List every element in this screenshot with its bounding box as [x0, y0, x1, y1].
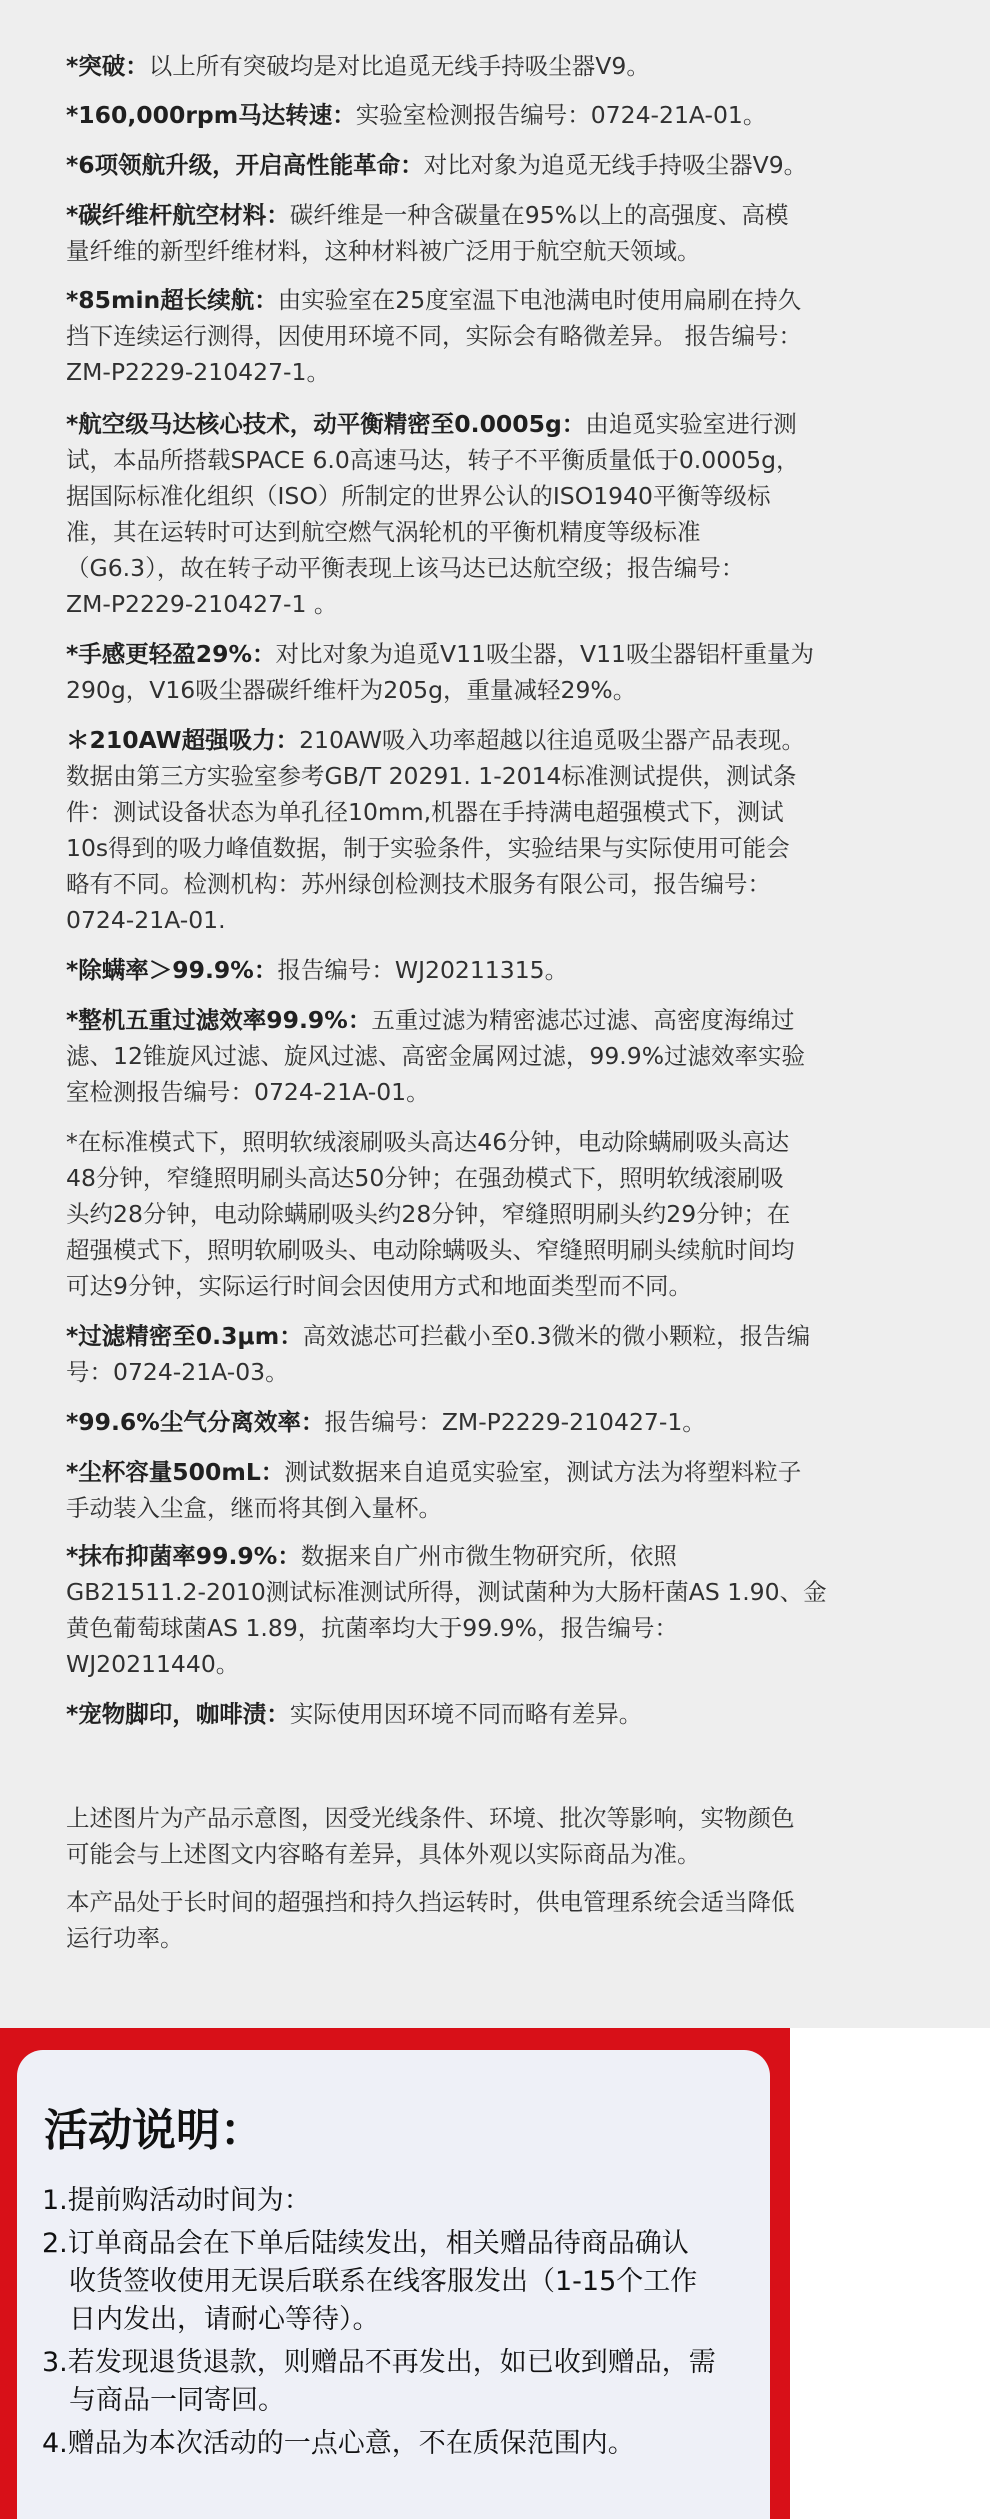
note-line: 室检测报告编号：0724-21A-01。 — [66, 1078, 430, 1106]
disclaimer-line: 运行功率。 — [66, 1924, 184, 1952]
note-text: 碳纤维是一种含碳量在95%以上的高强度、高模 — [289, 201, 789, 229]
note-line — [66, 1454, 926, 1490]
promo-line: 与商品一同寄回。 — [69, 2385, 285, 2416]
note-line: WJ20211440。 — [66, 1650, 240, 1678]
note-line — [66, 1404, 926, 1440]
footnote-dust-separation — [66, 1404, 926, 1440]
note-text: 报告编号：ZM-P2229-210427-1。 — [324, 1408, 706, 1436]
footnote-filter-precision — [66, 1318, 926, 1390]
note-line: 48分钟，窄缝照明刷头高达50分钟；在强劲模式下，照明软绒滚刷吸 — [66, 1164, 784, 1192]
disclaimer-line: 可能会与上述图文内容略有差异，具体外观以实际商品为准。 — [66, 1840, 701, 1868]
note-text: 以上所有突破均是对比追觅无线手持吸尘器V9。 — [148, 52, 650, 80]
note-line: 准，其在运转时可达到航空燃气涡轮机的平衡机精度等级标准 — [66, 518, 701, 546]
note-label: *6项领航升级，开启高性能革命： — [66, 151, 424, 179]
note-line: 量纤维的新型纤维材料，这种材料被广泛用于航空航天领域。 — [66, 237, 701, 265]
promo-item-2 — [42, 2225, 762, 2339]
note-line: （G6.3），故在转子动平衡表现上该马达已达航空级；报告编号： — [66, 554, 745, 582]
promo-item-1 — [42, 2182, 762, 2220]
disclaimer-line: 上述图片为产品示意图，因受光线条件、环境、批次等影响，实物颜色 — [66, 1804, 795, 1832]
note-text: 对比对象为追觅V11吸尘器，V11吸尘器铝杆重量为 — [275, 640, 815, 668]
footnote-breakthrough — [66, 48, 926, 84]
note-text: 对比对象为追觅无线手持吸尘器V9。 — [423, 151, 808, 179]
note-label: *整机五重过滤效率99.9%： — [66, 1006, 372, 1034]
note-line: 手动装入尘盒，继而将其倒入量杯。 — [66, 1494, 442, 1522]
note-text: 由追觅实验室进行测 — [585, 410, 797, 438]
note-text: 数据来自广州市微生物研究所，依照 — [300, 1542, 677, 1570]
note-text: 测试数据来自追觅实验室，测试方法为将塑料粒子 — [284, 1458, 802, 1486]
note-text: 报告编号：WJ20211315。 — [277, 956, 569, 984]
note-label: *手感更轻盈29%： — [66, 640, 276, 668]
footnote-antibacterial — [66, 1538, 926, 1682]
note-text: 实验室检测报告编号：0724-21A-01。 — [355, 101, 767, 129]
note-label: *突破： — [66, 52, 149, 80]
promo-red-banner — [0, 2028, 790, 2519]
note-line — [66, 1538, 926, 1574]
note-label: ＊210AW超强吸力： — [66, 726, 300, 754]
footnote-filtration — [66, 1002, 926, 1110]
promo-line: 1.提前购活动时间为： — [42, 2185, 311, 2216]
promo-title: 活动说明： — [44, 2105, 264, 2156]
note-line — [66, 1696, 926, 1732]
note-line — [66, 147, 926, 183]
note-line: 头约28分钟，电动除螨刷吸头约28分钟，窄缝照明刷头约29分钟；在 — [66, 1200, 791, 1228]
note-label: *航空级马达核心技术，动平衡精密至0.0005g： — [66, 410, 586, 438]
disclaimer-power-management — [66, 1884, 936, 1956]
note-text: 五重过滤为精密滤芯过滤、高密度海绵过 — [371, 1006, 795, 1034]
note-line — [66, 282, 926, 318]
footnote-pet-coffee — [66, 1696, 926, 1732]
footnote-motor-balance — [66, 406, 926, 622]
note-line — [66, 636, 926, 672]
note-line — [66, 48, 926, 84]
note-line: *在标准模式下，照明软绒滚刷吸头高达46分钟，电动除螨刷吸头高达 — [66, 1128, 790, 1156]
note-label: *宠物脚印，咖啡渍： — [66, 1700, 290, 1728]
note-line — [66, 1002, 926, 1038]
note-label: *除螨率＞99.9%： — [66, 956, 278, 984]
note-label: *99.6%尘气分离效率： — [66, 1408, 325, 1436]
disclaimer-product-image — [66, 1800, 936, 1872]
note-line: 滤、12锥旋风过滤、旋风过滤、高密金属网过滤，99.9%过滤效率实验 — [66, 1042, 806, 1070]
note-line: 数据由第三方实验室参考GB/T 20291. 1-2014标准测试提供，测试条 — [66, 762, 797, 790]
note-line: ZM-P2229-210427-1。 — [66, 358, 330, 386]
note-label: *85min超长续航： — [66, 286, 278, 314]
note-line — [66, 722, 926, 758]
note-line: 挡下连续运行测得，因使用环境不同，实际会有略微差异。 报告编号： — [66, 322, 802, 350]
note-line: 据国际标准化组织（ISO）所制定的世界公认的ISO1940平衡等级标 — [66, 482, 771, 510]
note-line: ZM-P2229-210427-1 。 — [66, 590, 338, 618]
promo-item-4 — [42, 2425, 762, 2463]
note-text: 实际使用因环境不同而略有差异。 — [289, 1700, 643, 1728]
note-text: 高效滤芯可拦截小至0.3微米的微小颗粒，报告编 — [302, 1322, 811, 1350]
note-line: 试，本品所搭载SPACE 6.0高速马达，转子不平衡质量低于0.0005g， — [66, 446, 800, 474]
promo-item-3 — [42, 2344, 762, 2420]
disclaimer-line: 本产品处于长时间的超强挡和持久挡运转时，供电管理系统会适当降低 — [66, 1888, 795, 1916]
footnote-suction-power — [66, 722, 926, 938]
footnote-dust-cup — [66, 1454, 926, 1526]
note-line: 10s得到的吸力峰值数据，制于实验条件，实验结果与实际使用可能会 — [66, 834, 790, 862]
footnote-mite-removal — [66, 952, 926, 988]
promo-card — [17, 2050, 770, 2519]
footnote-carbon-fiber — [66, 197, 926, 269]
promo-line: 收货签收使用无误后联系在线客服发出（1-15个工作 — [69, 2266, 698, 2297]
promo-line: 2.订单商品会在下单后陆续发出，相关赠品待商品确认 — [42, 2228, 689, 2259]
note-label: *160,000rpm马达转速： — [66, 101, 356, 129]
footnote-upgrades — [66, 147, 926, 183]
note-line — [66, 1318, 926, 1354]
note-line: 290g，V16吸尘器碳纤维杆为205g，重量减轻29%。 — [66, 676, 637, 704]
note-line — [66, 97, 926, 133]
footnote-battery-life — [66, 282, 926, 390]
promo-line: 4.赠品为本次活动的一点心意，不在质保范围内。 — [42, 2428, 635, 2459]
promo-line: 3.若发现退货退款，则赠品不再发出，如已收到赠品，需 — [42, 2347, 716, 2378]
note-line — [66, 197, 926, 233]
note-label: *过滤精密至0.3μm： — [66, 1322, 303, 1350]
footnote-motor-speed — [66, 97, 926, 133]
note-text: 由实验室在25度室温下电池满电时使用扁刷在持久 — [277, 286, 802, 314]
note-label: *抹布抑菌率99.9%： — [66, 1542, 301, 1570]
note-line: 0724-21A-01. — [66, 906, 226, 934]
promo-line: 日内发出，请耐心等待）。 — [69, 2304, 380, 2335]
footnote-runtime-modes — [66, 1124, 926, 1304]
note-text: 210AW吸入功率超越以往追觅吸尘器产品表现。 — [299, 726, 805, 754]
note-line: 号：0724-21A-03。 — [66, 1358, 289, 1386]
note-line: 黄色葡萄球菌AS 1.89，抗菌率均大于99.9%，报告编号： — [66, 1614, 678, 1642]
note-line: 略有不同。检测机构：苏州绿创检测技术服务有限公司，报告编号： — [66, 870, 771, 898]
note-label: *尘杯容量500mL： — [66, 1458, 285, 1486]
note-label: *碳纤维杆航空材料： — [66, 201, 290, 229]
note-line — [66, 406, 926, 442]
note-line: GB21511.2-2010测试标准测试所得，测试菌种为大肠杆菌AS 1.90、金 — [66, 1578, 827, 1606]
note-line: 可达9分钟，实际运行时间会因使用方式和地面类型而不同。 — [66, 1272, 692, 1300]
note-line: 件：测试设备状态为单孔径10mm,机器在手持满电超强模式下，测试 — [66, 798, 784, 826]
promo-section — [0, 2028, 990, 2519]
note-line: 超强模式下，照明软刷吸头、电动除螨吸头、窄缝照明刷头续航时间均 — [66, 1236, 795, 1264]
note-line — [66, 952, 926, 988]
footnote-lighter — [66, 636, 926, 708]
